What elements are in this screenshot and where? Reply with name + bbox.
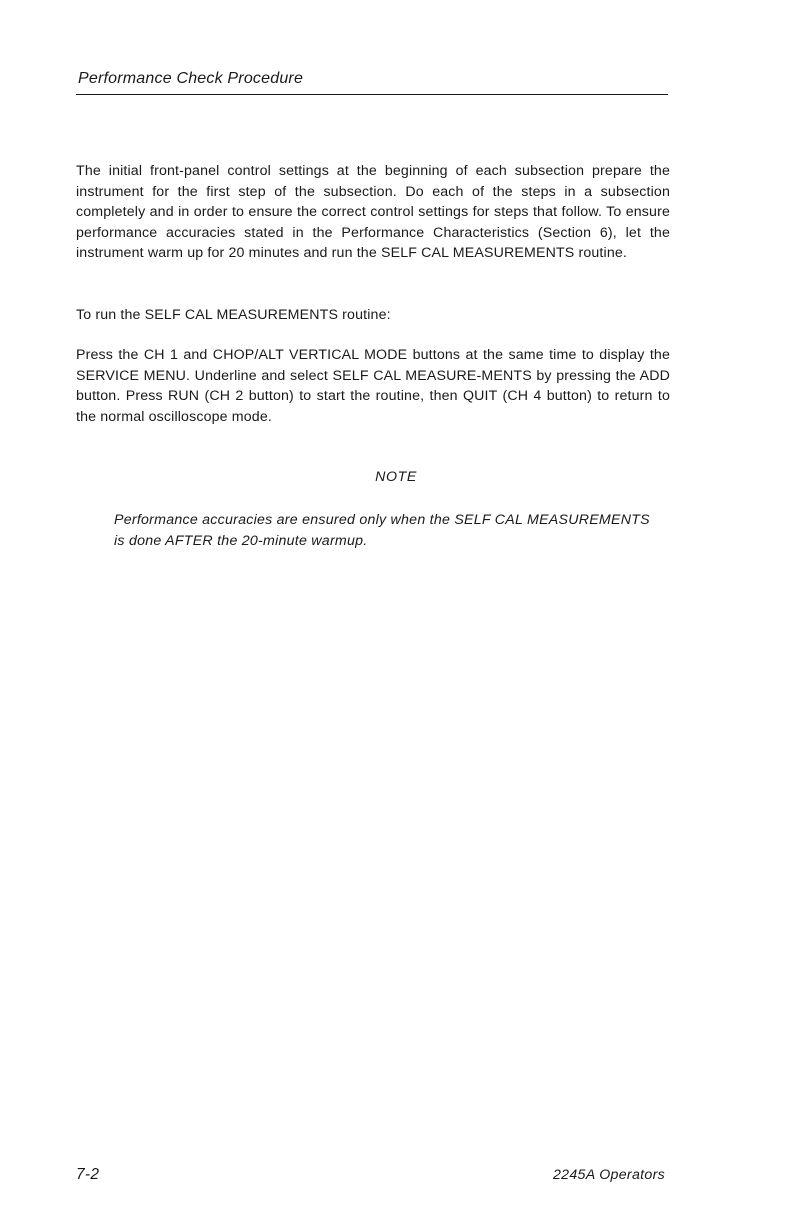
running-header [76,70,668,95]
page-number: 7-2 [76,1166,100,1183]
procedure-paragraph: Press the CH 1 and CHOP/ALT VERTICAL MODE buttons at the same time to display the SERVICE MENU. Underline and select SELF CAL MEASURE-MENTS by pressing the ADD button. Press RUN (CH 2 button) to start the routine, then QUIT (CH 4 button) to return to the normal oscilloscope mode. [76,347,670,425]
document-title: 2245A Operators [552,1167,665,1183]
section-title: Performance Check Procedure [78,70,304,87]
intro-paragraph: The initial front-panel control settings at the beginning of each subsection prepare the instrument for the first step of the subsection. Do each of the steps in a subsection completely and in order to ensure the correct control settings for steps that follow. To ensure performance accuracies stated in the Performance Characteristics (Section 6), let the instrument warm up for 20 minutes and run the SELF CAL MEASUREMENTS routine. [76,163,670,262]
note-text: Performance accuracies are ensured only when the SELF CAL MEASUREMENTS is done AFTER the 20-minute warmup. [114,512,650,549]
note-heading: NOTE [375,469,417,485]
run-routine-paragraph: To run the SELF CAL MEASUREMENTS routine: [76,307,391,323]
